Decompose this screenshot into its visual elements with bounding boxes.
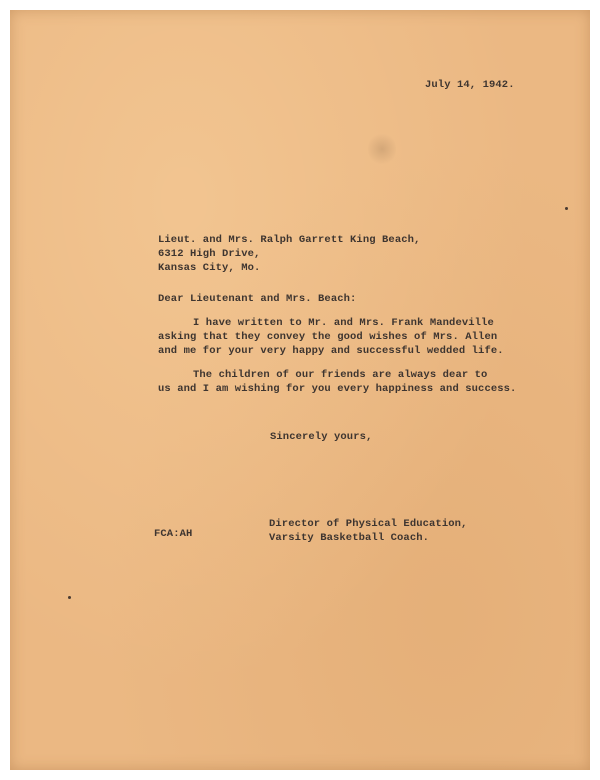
paragraph-1-line-3: and me for your very happy and successful wedded life. xyxy=(158,345,504,357)
address-line-2: 6312 High Drive, xyxy=(158,248,261,260)
closing: Sincerely yours, xyxy=(270,431,373,443)
address-line-3: Kansas City, Mo. xyxy=(158,262,261,274)
paper-stain xyxy=(368,132,396,166)
letter-date: July 14, 1942. xyxy=(425,79,515,91)
paragraph-2-line-2: us and I am wishing for you every happiness and success. xyxy=(158,383,517,395)
letter-page xyxy=(10,10,590,770)
paper-speck xyxy=(565,207,568,210)
paragraph-1-line-2: asking that they convey the good wishes of Mrs. Allen xyxy=(158,331,498,343)
address-line-1: Lieut. and Mrs. Ralph Garrett King Beach, xyxy=(158,234,421,246)
reference-initials: FCA:AH xyxy=(154,528,193,540)
signature-title-line-2: Varsity Basketball Coach. xyxy=(269,532,430,544)
salutation: Dear Lieutenant and Mrs. Beach: xyxy=(158,293,357,305)
signature-title-line-1: Director of Physical Education, xyxy=(269,518,468,530)
paper-speck xyxy=(68,596,71,599)
paragraph-2-line-1: The children of our friends are always dear to xyxy=(193,369,488,381)
paragraph-1-line-1: I have written to Mr. and Mrs. Frank Mandeville xyxy=(193,317,494,329)
